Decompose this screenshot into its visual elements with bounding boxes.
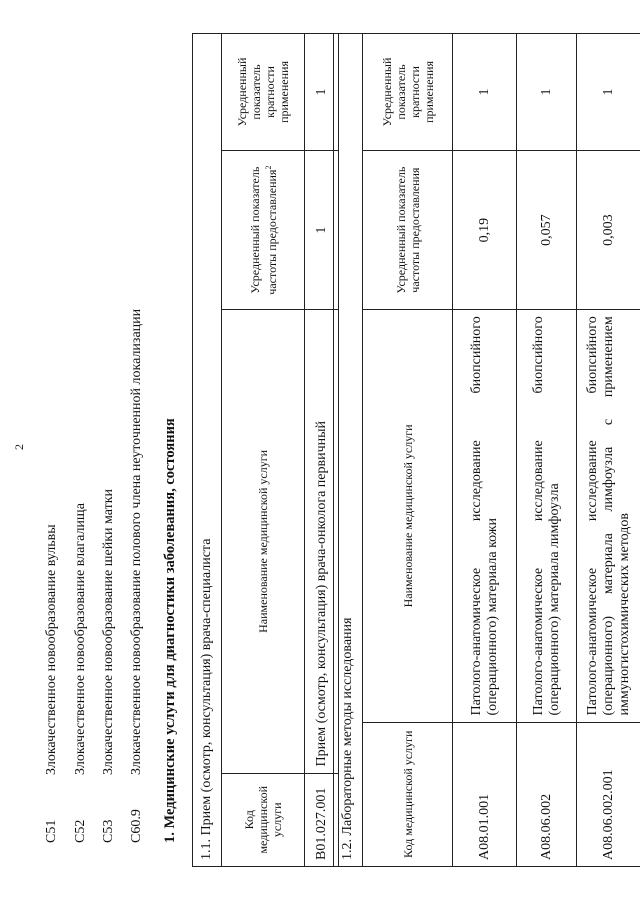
diagnosis-name: Злокачественное новообразование шейки матки (101, 488, 116, 775)
header-multiplicity: Усредненный показатель кратности применения (222, 34, 305, 151)
diagnosis-line (44, 23, 62, 843)
table-caption: 1.1. Прием (осмотр, консультация) врача-специалиста (193, 34, 222, 867)
diagnosis-code: C53 (101, 819, 116, 843)
multiplicity-value: 1 (453, 34, 517, 151)
diagnosis-code: C52 (73, 819, 88, 843)
header-name: Наименование медицинской услуги (222, 310, 305, 773)
multiplicity-value: 1 (577, 34, 640, 151)
service-code: A08.06.002 (517, 722, 577, 866)
frequency-value: 0,003 (577, 150, 640, 309)
frequency-value: 1 (305, 150, 339, 309)
diagnosis-line (73, 23, 91, 843)
header-frequency: Усредненный показатель частоты предоставления (363, 150, 453, 309)
frequency-value: 0,19 (453, 150, 517, 309)
table-row (453, 34, 517, 867)
multiplicity-value: 1 (517, 34, 577, 151)
diagnosis-name: Злокачественное новообразование полового члена неуточненной локализации (129, 308, 144, 775)
table-row (517, 34, 577, 867)
laboratory-table (333, 33, 640, 867)
table-row (577, 34, 640, 867)
service-name: Патолого-анатомическое исследование биопсийного (операционного) материала лимфоузла с применением иммуногистохимических методов (577, 310, 640, 722)
multiplicity-value: 1 (305, 34, 339, 151)
service-code: B01.027.001 (305, 773, 339, 866)
page-number: 2 (12, 444, 26, 450)
service-code: A08.06.002.001 (577, 722, 640, 866)
section-title: 1. Медицинские услуги для диагностики заболевания, состояния (162, 418, 178, 843)
header-code: Код медицинской услуги (363, 722, 453, 866)
diagnosis-line (129, 23, 147, 843)
consultation-table (192, 33, 339, 867)
diagnosis-code: C51 (44, 819, 59, 843)
diagnosis-name: Злокачественное новообразование вульвы (44, 524, 59, 775)
service-name: Прием (осмотр, консультация) врача-онколога первичный (305, 310, 339, 773)
diagnosis-line (101, 23, 119, 843)
header-frequency (222, 150, 305, 309)
header-frequency-text: Усредненный показатель частоты предоставления (247, 166, 279, 295)
service-code: A08.01.001 (453, 722, 517, 866)
diagnosis-name: Злокачественное новообразование влагалища (73, 503, 88, 775)
header-code: Код медицинской услуги (222, 773, 305, 866)
header-name: Наименование медицинской услуги (363, 310, 453, 722)
service-name: Патолого-анатомическое исследование биопсийного (операционного) материала кожи (453, 310, 517, 722)
table-caption: 1.2. Лабораторные методы исследования (334, 34, 363, 867)
frequency-value: 0,057 (517, 150, 577, 309)
header-multiplicity: Усредненный показатель кратности применения (363, 34, 453, 151)
service-name: Патолого-анатомическое исследование биопсийного (операционного) материала лимфоузла (517, 310, 577, 722)
diagnosis-code: C60.9 (129, 809, 144, 843)
footnote-mark: 2 (263, 165, 273, 170)
